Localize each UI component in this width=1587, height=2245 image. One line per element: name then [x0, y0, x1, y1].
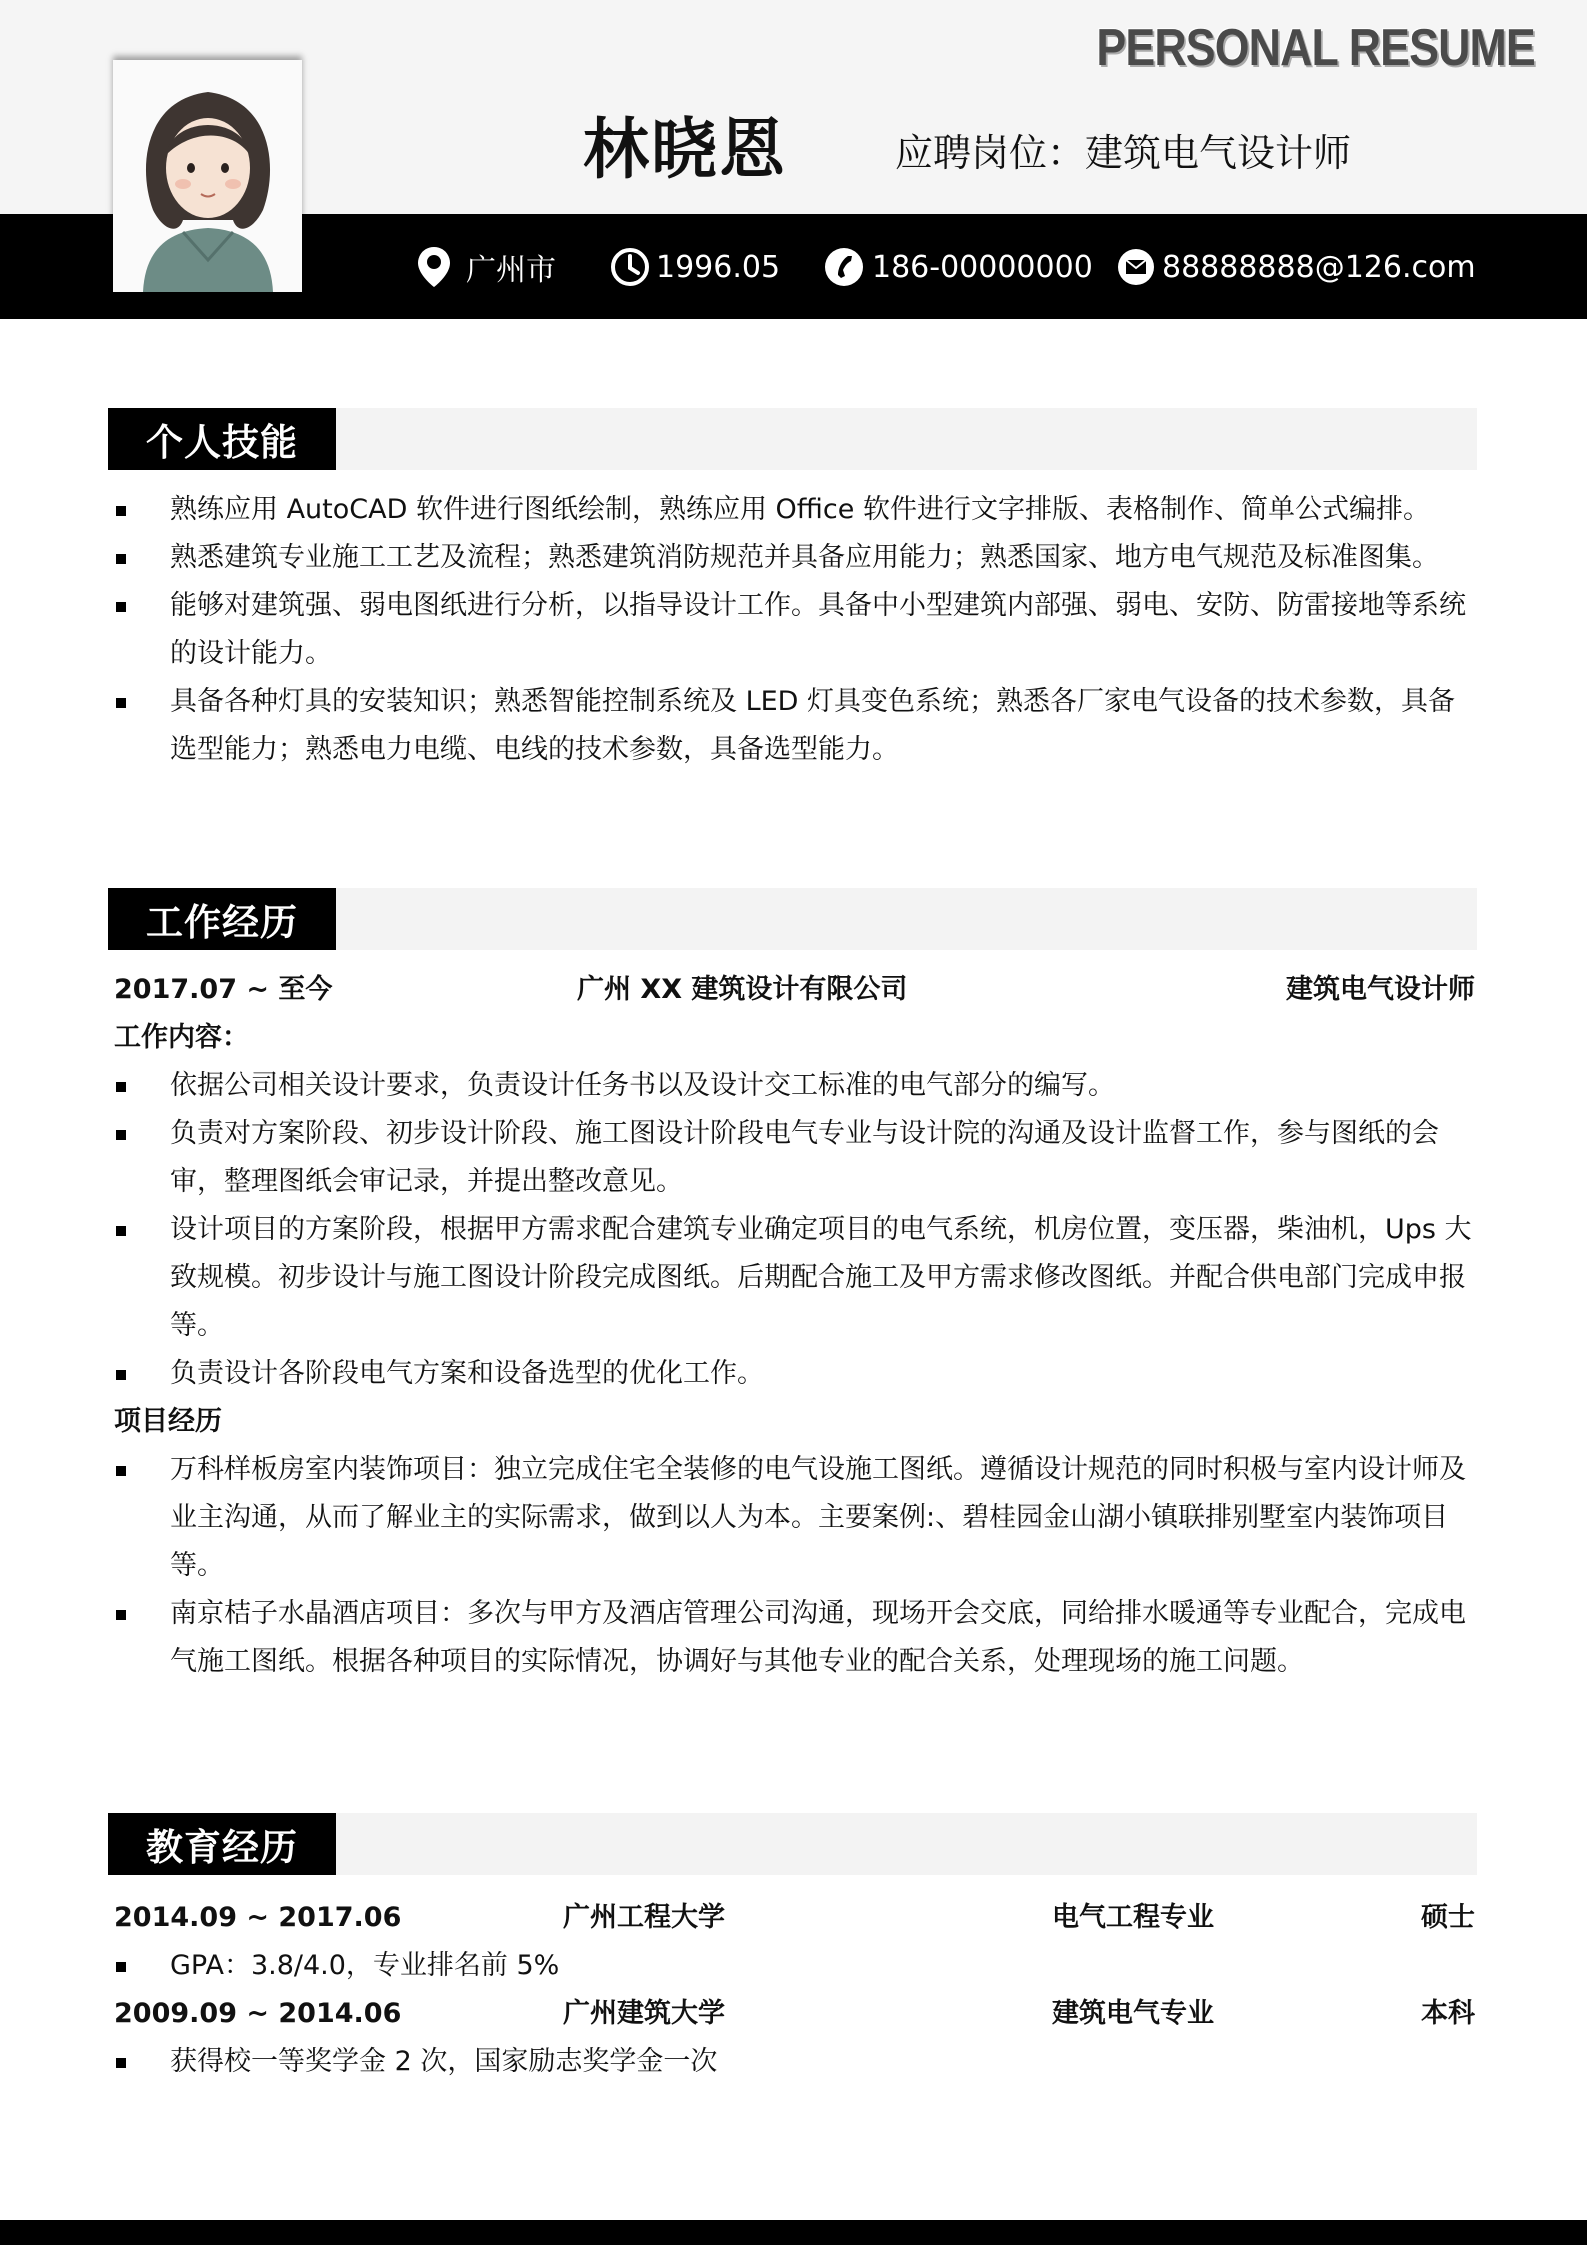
email-text: 88888888@126.com: [1162, 249, 1476, 285]
education-degree: 硕士: [1421, 1902, 1475, 1933]
list-item: 熟练应用 AutoCAD 软件进行图纸绘制，熟练应用 Office 软件进行文字排版、表格制作、简单公式编排。: [114, 486, 1480, 534]
location-text: 广州市: [466, 253, 556, 288]
list-item: 设计项目的方案阶段，根据甲方需求配合建筑专业确定项目的电气系统，机房位置，变压器，柴油机，Ups 大致规模。初步设计与施工图设计阶段完成图纸。后期配合施工及甲方需求修改图纸。并配合供电部门完成申报等。: [114, 1206, 1480, 1350]
phone-text: 186-00000000: [872, 249, 1093, 285]
contact-phone: [822, 245, 1093, 289]
work-entry-header: [114, 966, 1480, 1014]
contact-location: [412, 245, 556, 289]
birth-text: 1996.05: [656, 249, 781, 285]
resume-watermark-title: PERSONAL RESUME: [1096, 19, 1535, 77]
education-degree: 本科: [1421, 1998, 1475, 2029]
section-title: 教育经历: [108, 1813, 336, 1875]
education-entry-header: [114, 1990, 1480, 2038]
skills-list-block: [114, 486, 1480, 774]
section-header-bar: [336, 408, 1477, 470]
list-item: 获得校一等奖学金 2 次，国家励志奖学金一次: [114, 2038, 1480, 2086]
work-period: 2017.07 ~ 至今: [114, 974, 333, 1005]
section-header-work: [108, 888, 1477, 950]
section-header-skills: [108, 408, 1477, 470]
profile-photo: [113, 60, 302, 292]
education-notes: [114, 2038, 1480, 2086]
candidate-name: 林晓恩: [583, 111, 787, 188]
education-notes: [114, 1942, 1480, 1990]
education-block: [114, 1894, 1480, 2086]
section-header-education: [108, 1813, 1477, 1875]
section-title: 个人技能: [108, 408, 336, 470]
list-item: 南京桔子水晶酒店项目：多次与甲方及酒店管理公司沟通，现场开会交底，同给排水暖通等专业配合，完成电气施工图纸。根据各种项目的实际情况，协调好与其他专业的配合关系，处理现场的施工问题。: [114, 1590, 1480, 1686]
list-item: 熟悉建筑专业施工工艺及流程；熟悉建筑消防规范并具备应用能力；熟悉国家、地方电气规范及标准图集。: [114, 534, 1480, 582]
contact-email: [1114, 245, 1476, 289]
list-item: 依据公司相关设计要求，负责设计任务书以及设计交工标准的电气部分的编写。: [114, 1062, 1480, 1110]
list-item: 万科样板房室内装饰项目：独立完成住宅全装修的电气设施工图纸。遵循设计规范的同时积极与室内设计师及业主沟通，从而了解业主的实际需求，做到以人为本。主要案例:、碧桂园金山湖小镇联排别墅室内装饰项目等。: [114, 1446, 1480, 1590]
work-content-label: 工作内容：: [114, 1022, 249, 1053]
list-item: GPA：3.8/4.0，专业排名前 5%: [114, 1942, 1480, 1990]
work-block: [114, 966, 1480, 1686]
clock-icon: [608, 245, 652, 289]
education-entry-header: [114, 1894, 1480, 1942]
list-item: 负责设计各阶段电气方案和设备选型的优化工作。: [114, 1350, 1480, 1398]
section-header-bar: [336, 888, 1477, 950]
section-header-bar: [336, 1813, 1477, 1875]
work-role: 建筑电气设计师: [1286, 974, 1475, 1005]
phone-icon: [822, 245, 866, 289]
skills-list: [114, 486, 1480, 774]
list-item: 负责对方案阶段、初步设计阶段、施工图设计阶段电气专业与设计院的沟通及设计监督工作，参与图纸的会审，整理图纸会审记录，并提出整改意见。: [114, 1110, 1480, 1206]
footer-bar: [0, 2220, 1587, 2245]
work-company: 广州 XX 建筑设计有限公司: [577, 974, 908, 1005]
list-item: 能够对建筑强、弱电图纸进行分析，以指导设计工作。具备中小型建筑内部强、弱电、安防、防雷接地等系统的设计能力。: [114, 582, 1480, 678]
education-school: 广州工程大学: [563, 1902, 725, 1933]
education-major: 电气工程专业: [1052, 1902, 1214, 1933]
education-school: 广州建筑大学: [563, 1998, 725, 2029]
contact-birth: [608, 245, 780, 289]
education-period: 2014.09 ~ 2017.06: [114, 1902, 402, 1933]
applied-position: 应聘岗位：建筑电气设计师: [895, 131, 1352, 175]
list-item: 具备各种灯具的安装知识；熟悉智能控制系统及 LED 灯具变色系统；熟悉各厂家电气设备的技术参数，具备选型能力；熟悉电力电缆、电线的技术参数，具备选型能力。: [114, 678, 1480, 774]
section-title: 工作经历: [108, 888, 336, 950]
location-pin-icon: [412, 245, 456, 289]
mail-icon: [1114, 245, 1158, 289]
work-content-list: [114, 1062, 1480, 1398]
education-period: 2009.09 ~ 2014.06: [114, 1998, 402, 2029]
projects-label: 项目经历: [114, 1406, 222, 1437]
education-major: 建筑电气专业: [1052, 1998, 1214, 2029]
projects-list: [114, 1446, 1480, 1686]
